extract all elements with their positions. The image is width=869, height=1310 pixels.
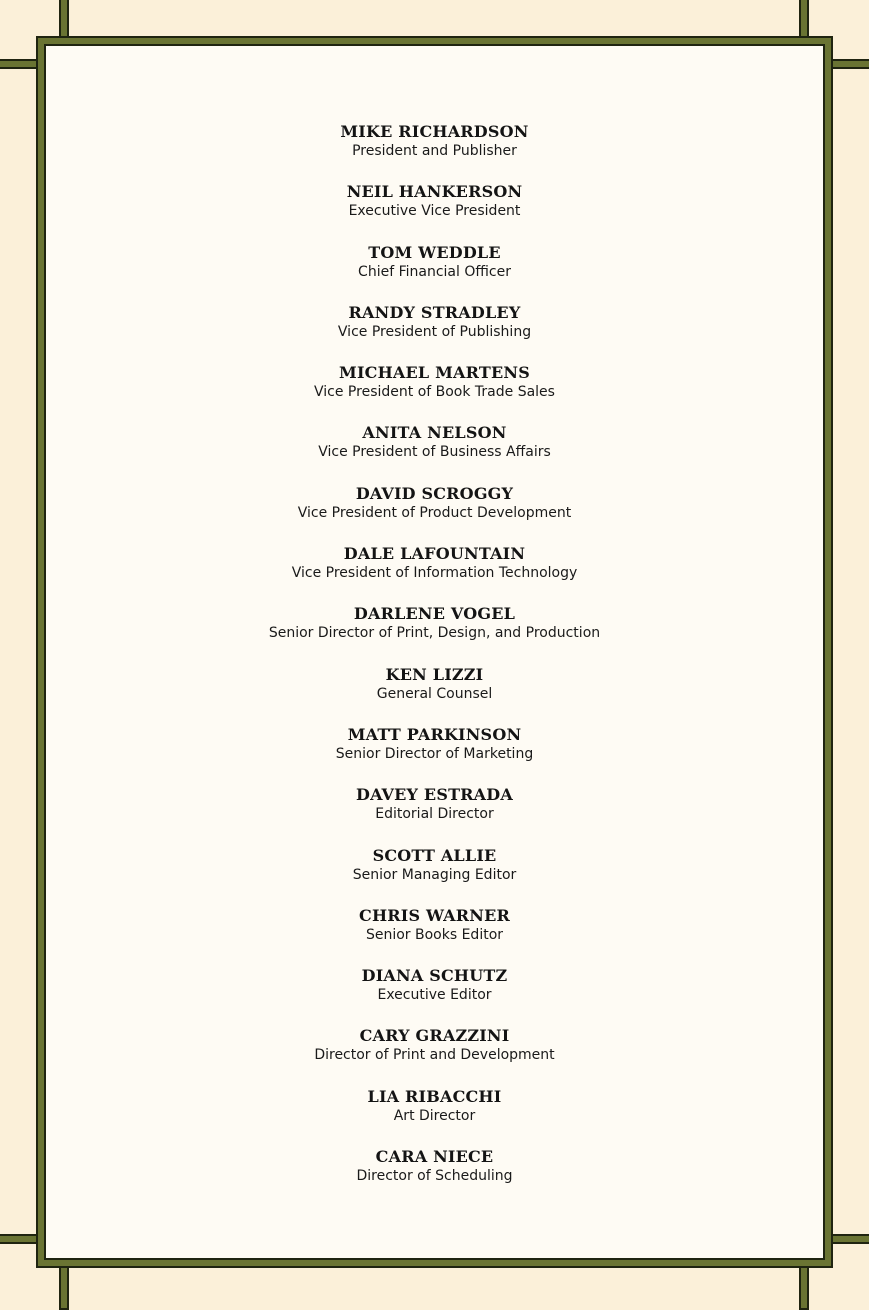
staff-title: Vice President of Book Trade Sales — [314, 384, 555, 401]
frame-bar-bottom-right — [827, 1234, 869, 1244]
staff-title: Director of Print and Development — [314, 1047, 555, 1064]
frame-bar-left-bottom — [59, 1262, 69, 1310]
staff-entry — [46, 725, 823, 785]
staff-entry — [46, 1147, 823, 1207]
staff-name: DIANA SCHUTZ — [361, 966, 508, 986]
staff-name: CARY GRAZZINI — [359, 1026, 510, 1046]
staff-name: RANDY STRADLEY — [348, 302, 521, 322]
staff-title: Senior Managing Editor — [352, 866, 517, 883]
staff-entry — [46, 846, 823, 906]
staff-title: Chief Financial Officer — [358, 263, 511, 280]
staff-name: DARLENE VOGEL — [353, 604, 516, 624]
staff-title: President and Publisher — [352, 143, 517, 159]
staff-entry — [46, 1087, 823, 1147]
staff-name: DAVID SCROGGY — [355, 483, 514, 503]
staff-entry — [46, 363, 823, 423]
staff-title: Senior Director of Marketing — [335, 745, 534, 762]
staff-title: Executive Vice President — [348, 203, 521, 220]
staff-title: Art Director — [393, 1107, 476, 1124]
staff-entry — [46, 665, 823, 725]
staff-name: MICHAEL MARTENS — [339, 363, 530, 383]
staff-entry — [46, 906, 823, 966]
staff-name: TOM WEDDLE — [368, 242, 501, 262]
staff-entry — [46, 122, 823, 182]
frame-bar-top-right — [827, 59, 869, 69]
staff-list — [46, 122, 823, 1207]
staff-entry — [46, 484, 823, 544]
staff-title: Vice President of Product Development — [297, 504, 572, 521]
staff-title: Director of Scheduling — [356, 1168, 513, 1185]
staff-title: Senior Director of Print, Design, and Production — [268, 625, 601, 642]
staff-name: SCOTT ALLIE — [372, 845, 497, 865]
staff-name: CHRIS WARNER — [359, 905, 510, 925]
staff-name: ANITA NELSON — [362, 423, 507, 443]
staff-entry — [46, 966, 823, 1026]
staff-name: KEN LIZZI — [385, 664, 484, 684]
staff-entry — [46, 182, 823, 242]
staff-title: Vice President of Business Affairs — [318, 444, 551, 461]
staff-title: Senior Books Editor — [365, 926, 504, 943]
staff-name: MIKE RICHARDSON — [340, 122, 529, 141]
staff-name: NEIL HANKERSON — [346, 182, 523, 202]
staff-title: General Counsel — [376, 685, 493, 702]
staff-entry — [46, 423, 823, 483]
staff-title: Editorial Director — [375, 806, 494, 823]
staff-entry — [46, 785, 823, 845]
staff-entry — [46, 303, 823, 363]
staff-name: LIA RIBACCHI — [367, 1086, 502, 1106]
staff-title: Executive Editor — [377, 987, 492, 1004]
staff-title: Vice President of Information Technology — [291, 565, 578, 582]
staff-name: DAVEY ESTRADA — [356, 785, 513, 805]
staff-entry — [46, 243, 823, 303]
frame-bar-right-bottom — [799, 1262, 809, 1310]
credits-panel — [44, 44, 825, 1260]
staff-name: DALE LAFOUNTAIN — [343, 544, 526, 564]
staff-name: MATT PARKINSON — [347, 724, 522, 744]
staff-entry — [46, 544, 823, 604]
staff-title: Vice President of Publishing — [337, 323, 532, 340]
staff-entry — [46, 604, 823, 664]
staff-name: CARA NIECE — [375, 1147, 494, 1167]
staff-entry — [46, 1026, 823, 1086]
